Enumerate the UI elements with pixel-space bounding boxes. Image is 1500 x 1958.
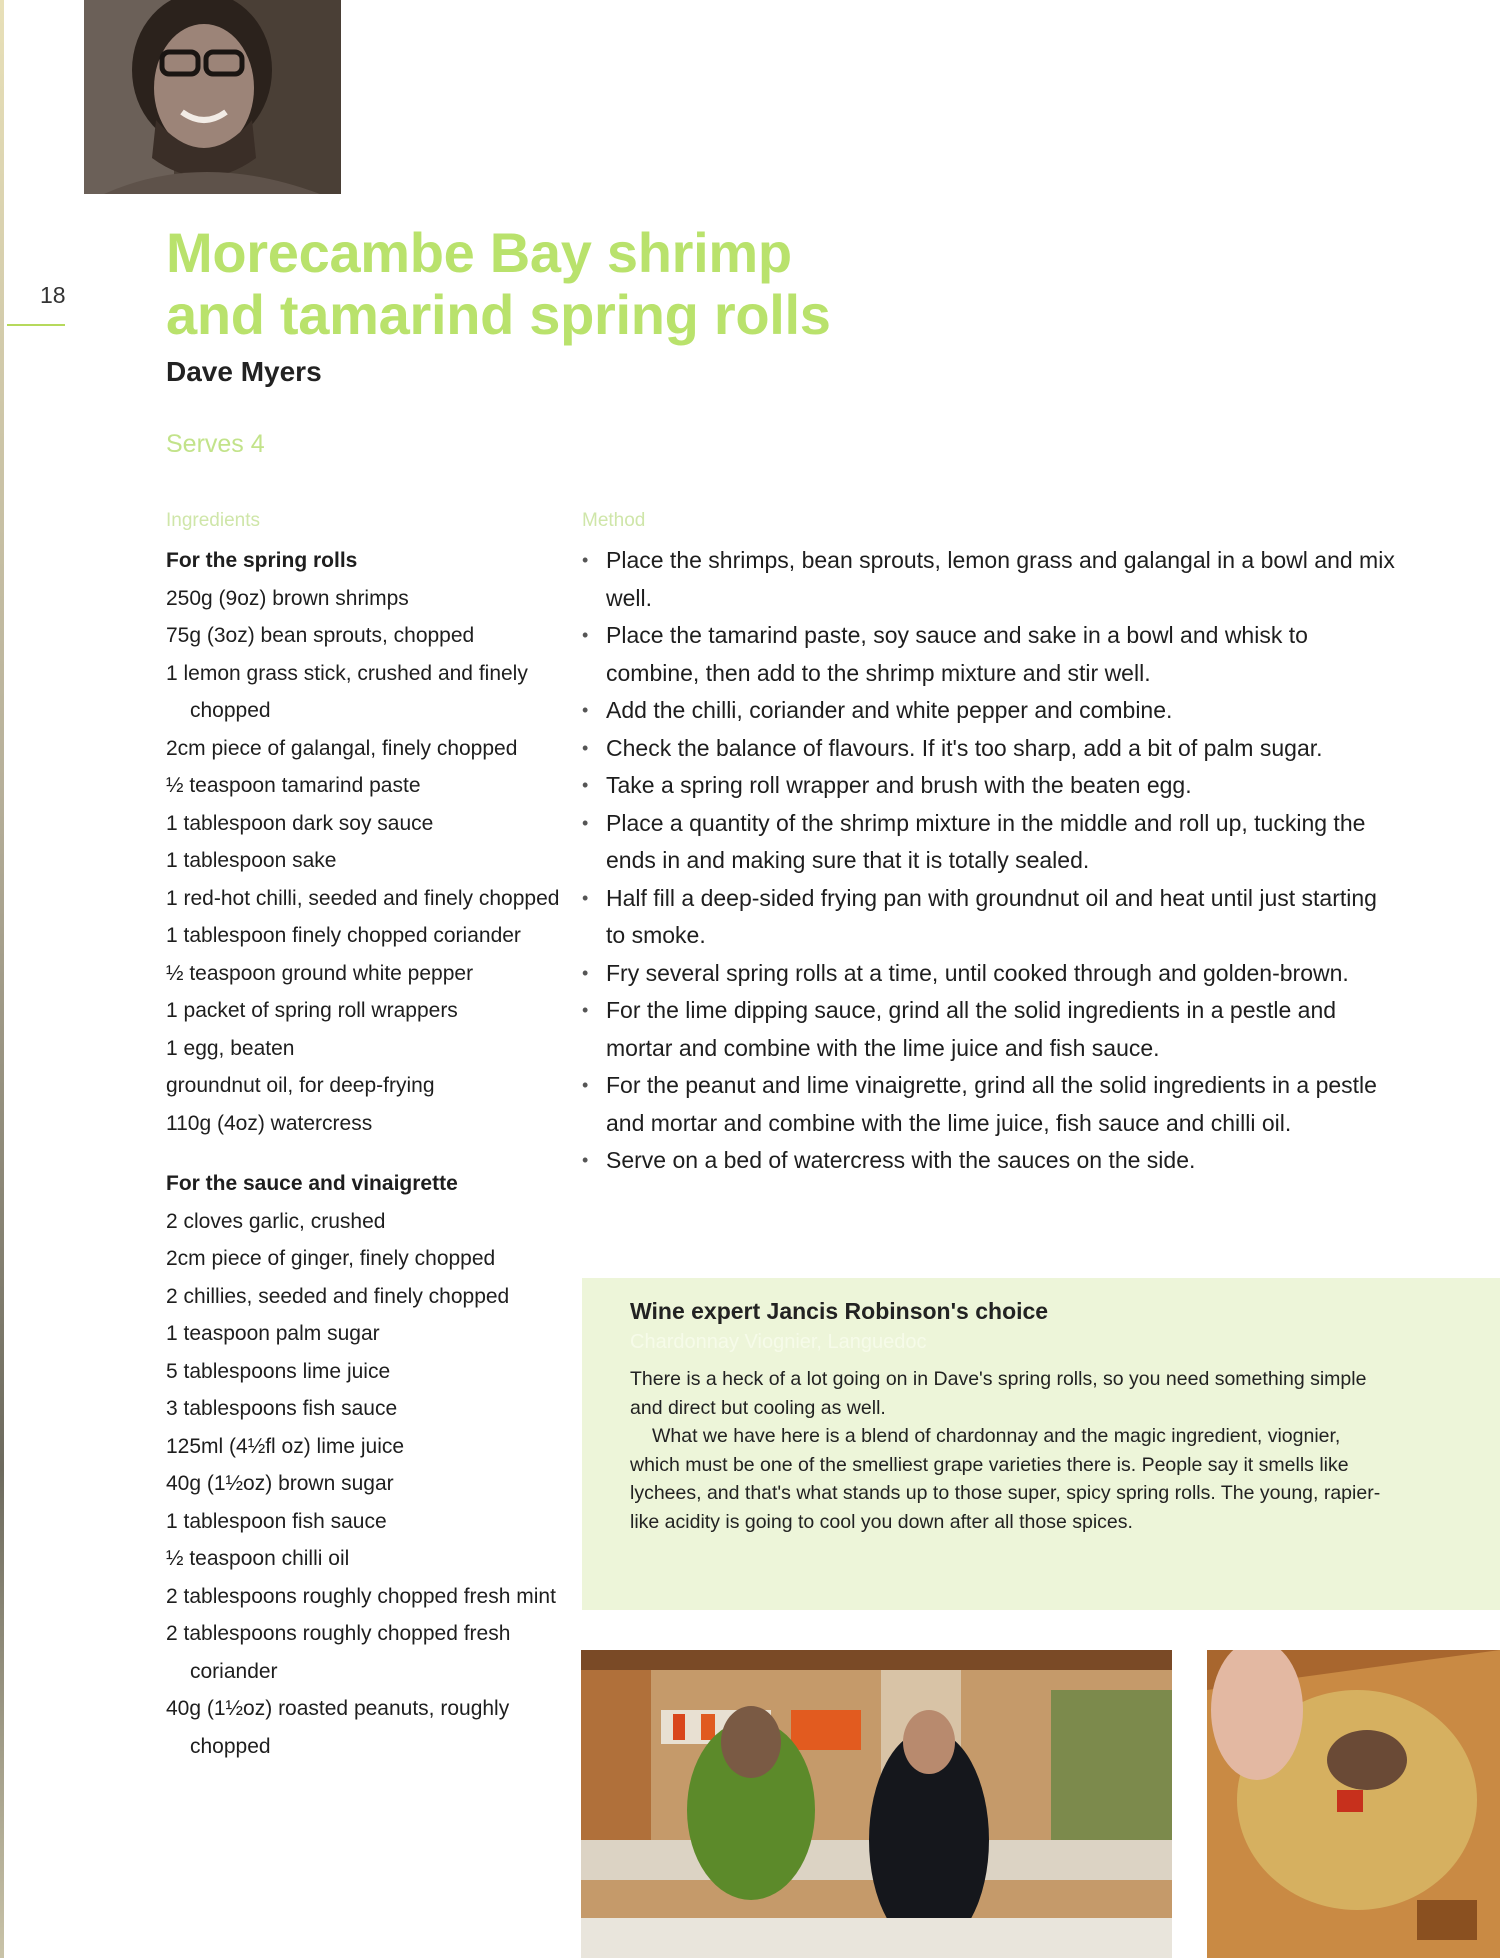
method-step-text: Take a spring roll wrapper and brush with the beaten egg. [606, 772, 1192, 798]
method-steps [582, 542, 1402, 1180]
wine-box-title: Wine expert Jancis Robinson's choice [630, 1298, 1049, 1324]
ingredient-item: 1 red-hot chilli, seeded and finely chopped [166, 886, 560, 910]
bullet-icon: • [582, 775, 589, 795]
ingredient-group-title: For the spring rolls [166, 549, 358, 572]
method-step-text: Place the tamarind paste, soy sauce and sake in a bowl and whisk to combine, then add to the shrimp mixture and stir well. [606, 622, 1308, 686]
recipe-serves: Serves 4 [166, 430, 265, 458]
ingredient-item: 2 cloves garlic, crushed [166, 1209, 386, 1233]
method-step [582, 992, 1402, 1067]
ingredient-item: 1 tablespoon sake [166, 849, 337, 872]
ingredient-item: ½ teaspoon tamarind paste [166, 774, 421, 797]
bullet-icon: • [582, 625, 589, 645]
ingredient-item: 2 chillies, seeded and finely chopped [166, 1284, 510, 1308]
method-step-text: Add the chilli, coriander and white pepper and combine. [606, 697, 1173, 723]
method-column [582, 510, 1402, 1180]
ingredient-item: 2cm piece of ginger, finely chopped [166, 1247, 496, 1270]
ingredient-item: 3 tablespoons fish sauce [166, 1397, 398, 1420]
ingredient-item: 250g (9oz) brown shrimps [166, 586, 409, 610]
ingredient-item: ½ teaspoon chilli oil [166, 1547, 350, 1570]
bullet-icon: • [582, 962, 589, 983]
method-step-text: Fry several spring rolls at a time, until cooked through and golden-brown. [606, 959, 1349, 986]
ingredient-item: 1 tablespoon fish sauce [166, 1509, 387, 1533]
ingredient-item: ½ teaspoon ground white pepper [166, 961, 474, 985]
ingredient-groups [166, 542, 566, 1765]
bullet-icon: • [582, 737, 589, 758]
ingredients-heading: Ingredients [166, 510, 261, 531]
method-step-text: Half fill a deep-sided frying pan with groundnut oil and heat until just starting to smoke. [606, 884, 1377, 948]
method-step [582, 1067, 1402, 1142]
bullet-icon: • [582, 1075, 589, 1095]
bullet-icon: • [582, 812, 589, 833]
method-step-text: For the lime dipping sauce, grind all the solid ingredients in a pestle and mortar and combine with the lime juice and fish sauce. [606, 997, 1337, 1061]
page-edge [0, 0, 4, 1958]
ingredient-item: 1 egg, beaten [166, 1036, 295, 1060]
method-step-text: Serve on a bed of watercress with the sauces on the side. [606, 1147, 1196, 1173]
ingredient-item: 2 tablespoons roughly chopped fresh coriander [166, 1622, 511, 1683]
ingredient-item: 1 tablespoon dark soy sauce [166, 811, 434, 835]
ingredient-item: 1 packet of spring roll wrappers [166, 999, 458, 1022]
bullet-icon: • [582, 700, 589, 720]
method-step-text: For the peanut and lime vinaigrette, grind all the solid ingredients in a pestle and mortar and combine with the lime juice, fish sauce and chilli oil. [606, 1072, 1377, 1136]
bullet-icon: • [582, 1000, 589, 1020]
wine-paragraph-2: What we have here is a blend of chardonnay and the magic ingredient, viognier, which must be one of the smelliest grape varieties there is. People say it smells like lychees, and that's what stands up to those super, spicy spring rolls. The young, rapier-like acidity is going to cool you down after all those spices. [630, 1425, 1381, 1533]
page-number-rule [7, 324, 65, 326]
method-heading: Method [582, 510, 646, 531]
method-step [582, 955, 1402, 993]
recipe-title-line-2: and tamarind spring rolls [166, 283, 831, 346]
method-step [582, 1142, 1402, 1180]
ingredient-item: 1 lemon grass stick, crushed and finely chopped [166, 661, 528, 722]
method-step-text: Place a quantity of the shrimp mixture in the middle and roll up, tucking the ends in and making sure that it is totally sealed. [606, 809, 1366, 873]
spring-roll-closeup-photo [1207, 1650, 1500, 1958]
ingredient-item: 40g (1½oz) roasted peanuts, roughly chopped [166, 1697, 510, 1758]
bullet-icon: • [582, 1150, 589, 1170]
ingredient-item: 40g (1½oz) brown sugar [166, 1472, 394, 1495]
chef-portrait-photo [84, 0, 341, 194]
studio-kitchen-photo [581, 1650, 1172, 1958]
method-step [582, 730, 1402, 768]
recipe-author: Dave Myers [166, 356, 322, 387]
ingredient-item: 1 tablespoon finely chopped coriander [166, 924, 521, 947]
ingredient-item: 5 tablespoons lime juice [166, 1359, 391, 1383]
method-step [582, 617, 1402, 692]
ingredient-item: 2cm piece of galangal, finely chopped [166, 736, 518, 760]
wine-box-subtitle: Chardonnay Viognier, Languedoc [630, 1331, 927, 1353]
ingredient-item: groundnut oil, for deep-frying [166, 1074, 435, 1097]
method-step-text: Place the shrimps, bean sprouts, lemon grass and galangal in a bowl and mix well. [606, 547, 1395, 611]
recipe-title [166, 222, 831, 346]
page-number: 18 [40, 282, 66, 308]
ingredient-item: 75g (3oz) bean sprouts, chopped [166, 624, 475, 647]
bullet-icon: • [582, 887, 589, 908]
ingredient-item: 110g (4oz) watercress [166, 1111, 373, 1135]
recipe-title-line-1: Morecambe Bay shrimp [166, 221, 792, 284]
method-step [582, 880, 1402, 955]
ingredients-column [166, 510, 566, 1765]
ingredient-group-title: For the sauce and vinaigrette [166, 1172, 458, 1195]
method-step [582, 767, 1402, 805]
ingredient-item: 2 tablespoons roughly chopped fresh mint [166, 1584, 556, 1608]
wine-recommendation-box [582, 1278, 1500, 1610]
method-step [582, 542, 1402, 617]
method-step [582, 805, 1402, 880]
wine-paragraph-1: There is a heck of a lot going on in Dave's spring rolls, so you need something simple and direct but cooling as well. [630, 1368, 1367, 1419]
bullet-icon: • [582, 550, 589, 570]
ingredient-item: 1 teaspoon palm sugar [166, 1322, 380, 1345]
method-step-text: Check the balance of flavours. If it's too sharp, add a bit of palm sugar. [606, 734, 1323, 761]
method-step [582, 692, 1402, 730]
ingredient-item: 125ml (4½fl oz) lime juice [166, 1434, 405, 1458]
